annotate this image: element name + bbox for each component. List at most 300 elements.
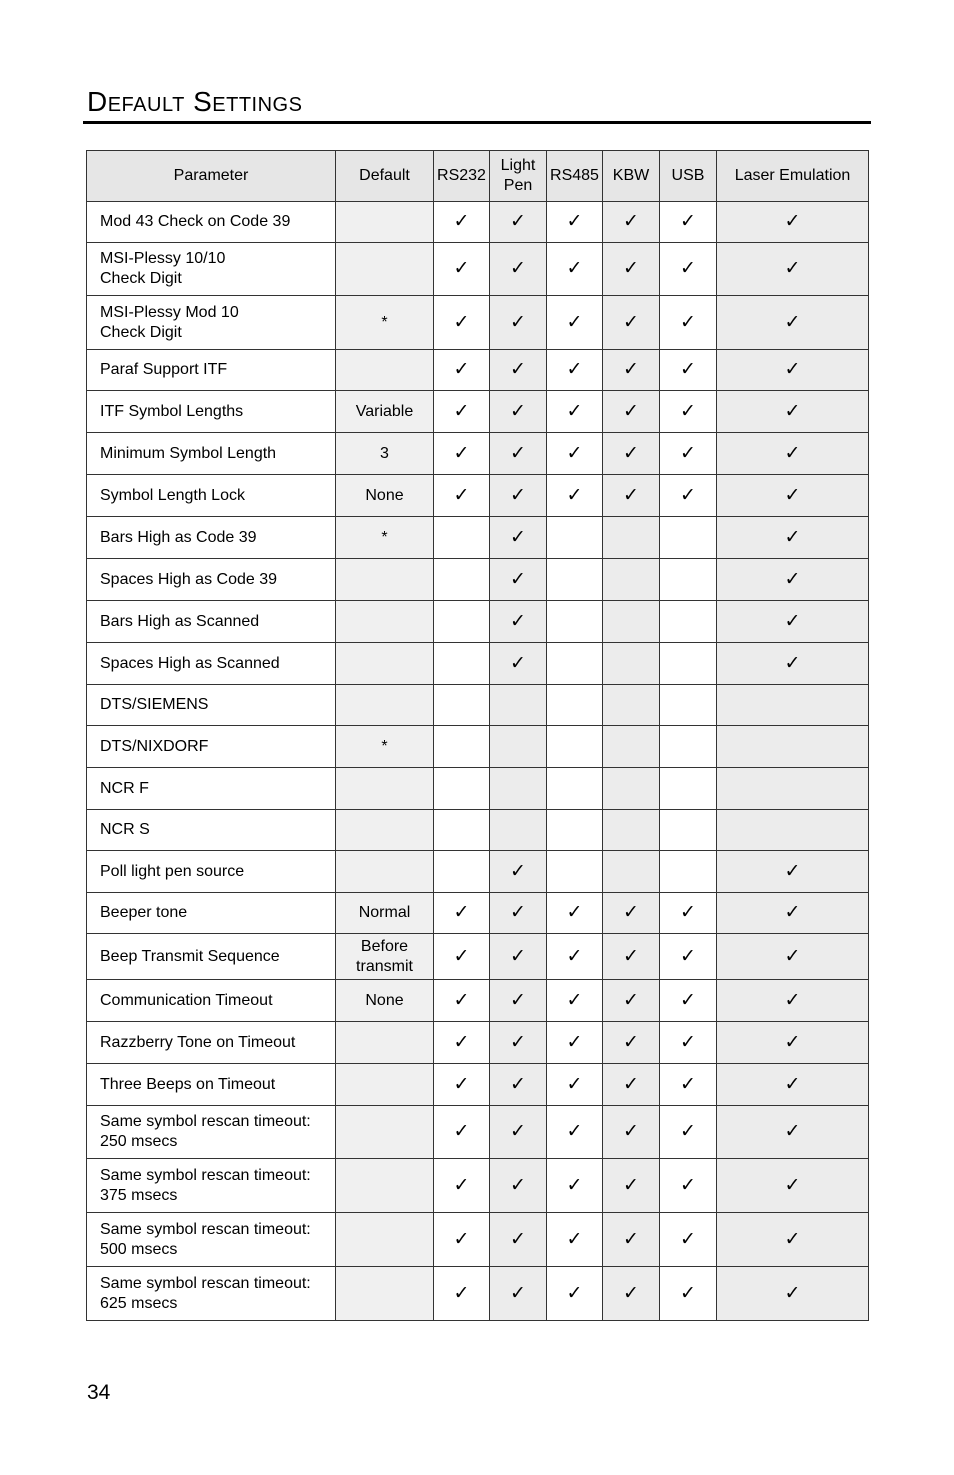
parameter-cell: Beep Transmit Sequence: [87, 934, 336, 980]
interface-cell-rs485: [547, 475, 603, 517]
interface-cell-laser: [717, 980, 869, 1022]
checkmark-icon: ✓: [453, 359, 470, 380]
interface-cell-laser: [717, 517, 869, 559]
interface-cell-usb: [660, 980, 717, 1022]
interface-cell-kbw: [603, 559, 660, 601]
default-cell: [336, 1106, 434, 1159]
interface-cell-rs485: [547, 517, 603, 559]
checkmark-icon: ✓: [784, 1228, 801, 1250]
interface-cell-rs232: [434, 810, 490, 851]
checkmark-icon: ✓: [566, 484, 583, 506]
interface-cell-usb: [660, 1159, 717, 1213]
interface-cell-usb: [660, 559, 717, 601]
interface-cell-laser: [717, 601, 869, 643]
interface-cell-pen: [490, 643, 547, 685]
checkmark-icon: ✓: [453, 1121, 470, 1142]
interface-cell-laser: [717, 1159, 869, 1213]
checkmark-icon: ✓: [784, 311, 801, 333]
table-row: [87, 726, 869, 768]
checkmark-icon: ✓: [680, 989, 696, 1011]
interface-cell-pen: [490, 391, 547, 433]
interface-cell-rs485: [547, 1213, 603, 1267]
checkmark-icon: ✓: [510, 1031, 526, 1053]
interface-cell-kbw: [603, 391, 660, 433]
interface-cell-laser: [717, 726, 869, 768]
interface-cell-kbw: [603, 433, 660, 475]
interface-cell-usb: [660, 296, 717, 350]
checkmark-icon: ✓: [623, 311, 639, 333]
checkmark-icon: ✓: [510, 359, 526, 380]
interface-cell-kbw: [603, 601, 660, 643]
checkmark-icon: ✓: [784, 526, 801, 548]
checkmark-icon: ✓: [510, 211, 526, 232]
interface-cell-pen: [490, 559, 547, 601]
interface-cell-rs485: [547, 1106, 603, 1159]
checkmark-icon: ✓: [623, 1073, 639, 1095]
checkmark-icon: ✓: [510, 652, 526, 674]
checkmark-icon: ✓: [680, 1073, 696, 1095]
parameter-cell: MSI-Plessy Mod 10 Check Digit: [87, 296, 336, 350]
table-row: [87, 768, 869, 810]
interface-cell-usb: [660, 1213, 717, 1267]
interface-cell-kbw: [603, 1106, 660, 1159]
table-row: [87, 475, 869, 517]
interface-cell-rs485: [547, 934, 603, 980]
table-row: [87, 296, 869, 350]
interface-cell-rs232: [434, 1267, 490, 1321]
checkmark-icon: ✓: [623, 400, 639, 422]
checkmark-icon: ✓: [566, 1073, 583, 1095]
table-row: [87, 1064, 869, 1106]
checkmark-icon: ✓: [453, 989, 470, 1011]
parameter-cell: DTS/SIEMENS: [87, 685, 336, 726]
checkmark-icon: ✓: [566, 1174, 583, 1196]
interface-cell-kbw: [603, 851, 660, 893]
checkmark-icon: ✓: [510, 1174, 526, 1196]
default-cell: *: [336, 296, 434, 350]
checkmark-icon: ✓: [680, 258, 696, 279]
table-row: [87, 1159, 869, 1213]
default-cell: [336, 768, 434, 810]
interface-cell-kbw: [603, 1267, 660, 1321]
checkmark-icon: ✓: [784, 945, 801, 967]
parameter-cell: Spaces High as Code 39: [87, 559, 336, 601]
checkmark-icon: ✓: [566, 945, 583, 967]
table-row: [87, 433, 869, 475]
interface-cell-rs232: [434, 391, 490, 433]
interface-cell-rs232: [434, 768, 490, 810]
checkmark-icon: ✓: [680, 311, 696, 333]
interface-cell-laser: [717, 643, 869, 685]
checkmark-icon: ✓: [680, 484, 696, 506]
checkmark-icon: ✓: [784, 1282, 801, 1304]
interface-cell-usb: [660, 601, 717, 643]
checkmark-icon: ✓: [784, 211, 801, 232]
interface-cell-pen: [490, 893, 547, 934]
interface-cell-kbw: [603, 1213, 660, 1267]
parameter-cell: MSI-Plessy 10/10 Check Digit: [87, 243, 336, 296]
interface-cell-rs485: [547, 350, 603, 391]
checkmark-icon: ✓: [453, 1073, 470, 1095]
interface-cell-rs232: [434, 517, 490, 559]
checkmark-icon: ✓: [623, 1228, 639, 1250]
checkmark-icon: ✓: [510, 1282, 526, 1304]
header-rs485: RS485: [547, 151, 603, 202]
interface-cell-pen: [490, 350, 547, 391]
checkmark-icon: ✓: [453, 211, 470, 232]
interface-cell-laser: [717, 202, 869, 243]
checkmark-icon: ✓: [566, 311, 583, 333]
checkmark-icon: ✓: [510, 568, 526, 590]
checkmark-icon: ✓: [453, 1282, 470, 1304]
interface-cell-laser: [717, 685, 869, 726]
interface-cell-pen: [490, 1213, 547, 1267]
interface-cell-pen: [490, 202, 547, 243]
checkmark-icon: ✓: [784, 359, 801, 380]
table-row: [87, 1213, 869, 1267]
checkmark-icon: ✓: [784, 989, 801, 1011]
interface-cell-usb: [660, 643, 717, 685]
parameter-cell: Same symbol rescan timeout: 625 msecs: [87, 1267, 336, 1321]
interface-cell-rs485: [547, 296, 603, 350]
interface-cell-usb: [660, 1064, 717, 1106]
checkmark-icon: ✓: [784, 1031, 801, 1053]
table-row: [87, 601, 869, 643]
interface-cell-laser: [717, 350, 869, 391]
interface-cell-rs232: [434, 202, 490, 243]
checkmark-icon: ✓: [566, 902, 583, 923]
interface-cell-kbw: [603, 1159, 660, 1213]
default-cell: [336, 1159, 434, 1213]
checkmark-icon: ✓: [784, 568, 801, 590]
checkmark-icon: ✓: [680, 1282, 696, 1304]
checkmark-icon: ✓: [510, 311, 526, 333]
interface-cell-rs485: [547, 1267, 603, 1321]
header-light-pen: Light Pen: [490, 151, 547, 202]
table-row: [87, 202, 869, 243]
interface-cell-kbw: [603, 1064, 660, 1106]
interface-cell-rs485: [547, 810, 603, 851]
interface-cell-pen: [490, 851, 547, 893]
interface-cell-rs232: [434, 980, 490, 1022]
interface-cell-laser: [717, 1267, 869, 1321]
checkmark-icon: ✓: [566, 442, 583, 464]
checkmark-icon: ✓: [680, 1174, 696, 1196]
default-cell: [336, 350, 434, 391]
interface-cell-rs485: [547, 726, 603, 768]
parameter-cell: Three Beeps on Timeout: [87, 1064, 336, 1106]
interface-cell-kbw: [603, 243, 660, 296]
page-title: Default Settings: [87, 86, 303, 117]
table-row: [87, 934, 869, 980]
checkmark-icon: ✓: [566, 359, 583, 380]
checkmark-icon: ✓: [623, 258, 639, 279]
checkmark-icon: ✓: [784, 400, 801, 422]
interface-cell-usb: [660, 934, 717, 980]
interface-cell-kbw: [603, 934, 660, 980]
interface-cell-laser: [717, 433, 869, 475]
interface-cell-rs232: [434, 475, 490, 517]
table-row: [87, 350, 869, 391]
parameter-cell: Communication Timeout: [87, 980, 336, 1022]
interface-cell-rs485: [547, 202, 603, 243]
parameter-cell: Minimum Symbol Length: [87, 433, 336, 475]
interface-cell-rs232: [434, 893, 490, 934]
interface-cell-pen: [490, 1106, 547, 1159]
checkmark-icon: ✓: [566, 211, 583, 232]
interface-cell-rs232: [434, 851, 490, 893]
default-cell: [336, 1213, 434, 1267]
checkmark-icon: ✓: [623, 1121, 639, 1142]
checkmark-icon: ✓: [510, 442, 526, 464]
interface-cell-laser: [717, 559, 869, 601]
interface-cell-pen: [490, 726, 547, 768]
interface-cell-rs232: [434, 350, 490, 391]
checkmark-icon: ✓: [623, 1282, 639, 1304]
checkmark-icon: ✓: [784, 484, 801, 506]
interface-cell-rs485: [547, 1022, 603, 1064]
interface-cell-rs485: [547, 243, 603, 296]
interface-cell-pen: [490, 934, 547, 980]
default-cell: 3: [336, 433, 434, 475]
checkmark-icon: ✓: [510, 1073, 526, 1095]
checkmark-icon: ✓: [510, 484, 526, 506]
interface-cell-kbw: [603, 202, 660, 243]
checkmark-icon: ✓: [566, 1031, 583, 1053]
checkmark-icon: ✓: [623, 902, 639, 923]
header-rs232: RS232: [434, 151, 490, 202]
interface-cell-rs485: [547, 1064, 603, 1106]
default-cell: None: [336, 980, 434, 1022]
interface-cell-pen: [490, 475, 547, 517]
checkmark-icon: ✓: [510, 400, 526, 422]
interface-cell-rs232: [434, 1213, 490, 1267]
table-row: [87, 391, 869, 433]
checkmark-icon: ✓: [623, 359, 639, 380]
interface-cell-kbw: [603, 296, 660, 350]
interface-cell-laser: [717, 296, 869, 350]
interface-cell-kbw: [603, 726, 660, 768]
interface-cell-pen: [490, 517, 547, 559]
interface-cell-laser: [717, 851, 869, 893]
parameter-cell: Mod 43 Check on Code 39: [87, 202, 336, 243]
interface-cell-usb: [660, 685, 717, 726]
parameter-cell: Razzberry Tone on Timeout: [87, 1022, 336, 1064]
checkmark-icon: ✓: [453, 1228, 470, 1250]
checkmark-icon: ✓: [566, 258, 583, 279]
checkmark-icon: ✓: [623, 211, 639, 232]
checkmark-icon: ✓: [784, 258, 801, 279]
default-cell: None: [336, 475, 434, 517]
title-rule: [83, 121, 871, 124]
checkmark-icon: ✓: [623, 442, 639, 464]
checkmark-icon: ✓: [680, 211, 696, 232]
checkmark-icon: ✓: [453, 902, 470, 923]
checkmark-icon: ✓: [566, 1228, 583, 1250]
interface-cell-pen: [490, 601, 547, 643]
interface-cell-pen: [490, 296, 547, 350]
checkmark-icon: ✓: [784, 610, 801, 632]
interface-cell-rs485: [547, 893, 603, 934]
checkmark-icon: ✓: [453, 1031, 470, 1053]
parameter-cell: ITF Symbol Lengths: [87, 391, 336, 433]
checkmark-icon: ✓: [510, 860, 526, 882]
checkmark-icon: ✓: [784, 902, 801, 923]
interface-cell-rs485: [547, 643, 603, 685]
interface-cell-usb: [660, 851, 717, 893]
interface-cell-usb: [660, 1267, 717, 1321]
interface-cell-pen: [490, 243, 547, 296]
interface-cell-kbw: [603, 768, 660, 810]
checkmark-icon: ✓: [453, 945, 470, 967]
default-settings-table: [86, 150, 869, 1321]
parameter-cell: Same symbol rescan timeout: 375 msecs: [87, 1159, 336, 1213]
checkmark-icon: ✓: [566, 400, 583, 422]
parameter-cell: Beeper tone: [87, 893, 336, 934]
interface-cell-rs232: [434, 643, 490, 685]
default-cell: *: [336, 726, 434, 768]
interface-cell-rs232: [434, 726, 490, 768]
interface-cell-rs232: [434, 1159, 490, 1213]
interface-cell-usb: [660, 517, 717, 559]
interface-cell-laser: [717, 893, 869, 934]
interface-cell-pen: [490, 685, 547, 726]
interface-cell-kbw: [603, 980, 660, 1022]
checkmark-icon: ✓: [510, 258, 526, 279]
interface-cell-pen: [490, 1159, 547, 1213]
interface-cell-rs485: [547, 851, 603, 893]
interface-cell-pen: [490, 768, 547, 810]
checkmark-icon: ✓: [680, 442, 696, 464]
checkmark-icon: ✓: [510, 1121, 526, 1142]
checkmark-icon: ✓: [680, 1228, 696, 1250]
interface-cell-usb: [660, 893, 717, 934]
interface-cell-laser: [717, 243, 869, 296]
checkmark-icon: ✓: [680, 359, 696, 380]
checkmark-icon: ✓: [510, 610, 526, 632]
interface-cell-pen: [490, 980, 547, 1022]
interface-cell-rs485: [547, 433, 603, 475]
table-row: [87, 685, 869, 726]
checkmark-icon: ✓: [510, 945, 526, 967]
checkmark-icon: ✓: [784, 1073, 801, 1095]
table-row: [87, 1022, 869, 1064]
interface-cell-laser: [717, 934, 869, 980]
table-row: [87, 643, 869, 685]
interface-cell-laser: [717, 1022, 869, 1064]
default-cell: Before transmit: [336, 934, 434, 980]
checkmark-icon: ✓: [784, 860, 801, 882]
checkmark-icon: ✓: [510, 989, 526, 1011]
interface-cell-kbw: [603, 350, 660, 391]
checkmark-icon: ✓: [453, 484, 470, 506]
parameter-cell: Bars High as Code 39: [87, 517, 336, 559]
parameter-cell: DTS/NIXDORF: [87, 726, 336, 768]
checkmark-icon: ✓: [453, 311, 470, 333]
interface-cell-rs232: [434, 1064, 490, 1106]
table-row: [87, 1106, 869, 1159]
checkmark-icon: ✓: [680, 1121, 696, 1142]
interface-cell-rs485: [547, 685, 603, 726]
interface-cell-rs232: [434, 1106, 490, 1159]
interface-cell-usb: [660, 243, 717, 296]
interface-cell-rs232: [434, 934, 490, 980]
checkmark-icon: ✓: [784, 652, 801, 674]
interface-cell-usb: [660, 1106, 717, 1159]
interface-cell-rs232: [434, 559, 490, 601]
parameter-cell: NCR S: [87, 810, 336, 851]
table-row: [87, 810, 869, 851]
default-cell: [336, 643, 434, 685]
interface-cell-rs485: [547, 980, 603, 1022]
interface-cell-rs232: [434, 685, 490, 726]
default-cell: Variable: [336, 391, 434, 433]
interface-cell-usb: [660, 1022, 717, 1064]
interface-cell-rs232: [434, 601, 490, 643]
interface-cell-laser: [717, 810, 869, 851]
parameter-cell: Poll light pen source: [87, 851, 336, 893]
interface-cell-laser: [717, 768, 869, 810]
checkmark-icon: ✓: [623, 1031, 639, 1053]
interface-cell-pen: [490, 1064, 547, 1106]
parameter-cell: Same symbol rescan timeout: 500 msecs: [87, 1213, 336, 1267]
default-cell: [336, 810, 434, 851]
header-default: Default: [336, 151, 434, 202]
checkmark-icon: ✓: [510, 902, 526, 923]
checkmark-icon: ✓: [566, 989, 583, 1011]
default-cell: [336, 1064, 434, 1106]
checkmark-icon: ✓: [680, 1031, 696, 1053]
checkmark-icon: ✓: [566, 1121, 583, 1142]
interface-cell-laser: [717, 1213, 869, 1267]
interface-cell-laser: [717, 1106, 869, 1159]
default-cell: [336, 851, 434, 893]
checkmark-icon: ✓: [784, 1121, 801, 1142]
table-row: [87, 893, 869, 934]
header-parameter: Parameter: [87, 151, 336, 202]
default-cell: Normal: [336, 893, 434, 934]
interface-cell-usb: [660, 810, 717, 851]
header-usb: USB: [660, 151, 717, 202]
interface-cell-kbw: [603, 685, 660, 726]
checkmark-icon: ✓: [510, 1228, 526, 1250]
parameter-cell: Bars High as Scanned: [87, 601, 336, 643]
header-row: [87, 151, 869, 202]
interface-cell-laser: [717, 1064, 869, 1106]
default-cell: [336, 1267, 434, 1321]
interface-cell-pen: [490, 433, 547, 475]
default-cell: [336, 685, 434, 726]
checkmark-icon: ✓: [680, 400, 696, 422]
table-row: [87, 517, 869, 559]
table-row: [87, 559, 869, 601]
checkmark-icon: ✓: [680, 902, 696, 923]
parameter-cell: Symbol Length Lock: [87, 475, 336, 517]
interface-cell-pen: [490, 1267, 547, 1321]
interface-cell-usb: [660, 350, 717, 391]
interface-cell-rs485: [547, 559, 603, 601]
interface-cell-kbw: [603, 893, 660, 934]
interface-cell-rs232: [434, 296, 490, 350]
interface-cell-rs485: [547, 768, 603, 810]
parameter-cell: Paraf Support ITF: [87, 350, 336, 391]
interface-cell-rs232: [434, 1022, 490, 1064]
checkmark-icon: ✓: [453, 258, 470, 279]
checkmark-icon: ✓: [680, 945, 696, 967]
interface-cell-rs485: [547, 1159, 603, 1213]
interface-cell-usb: [660, 726, 717, 768]
table-row: [87, 980, 869, 1022]
